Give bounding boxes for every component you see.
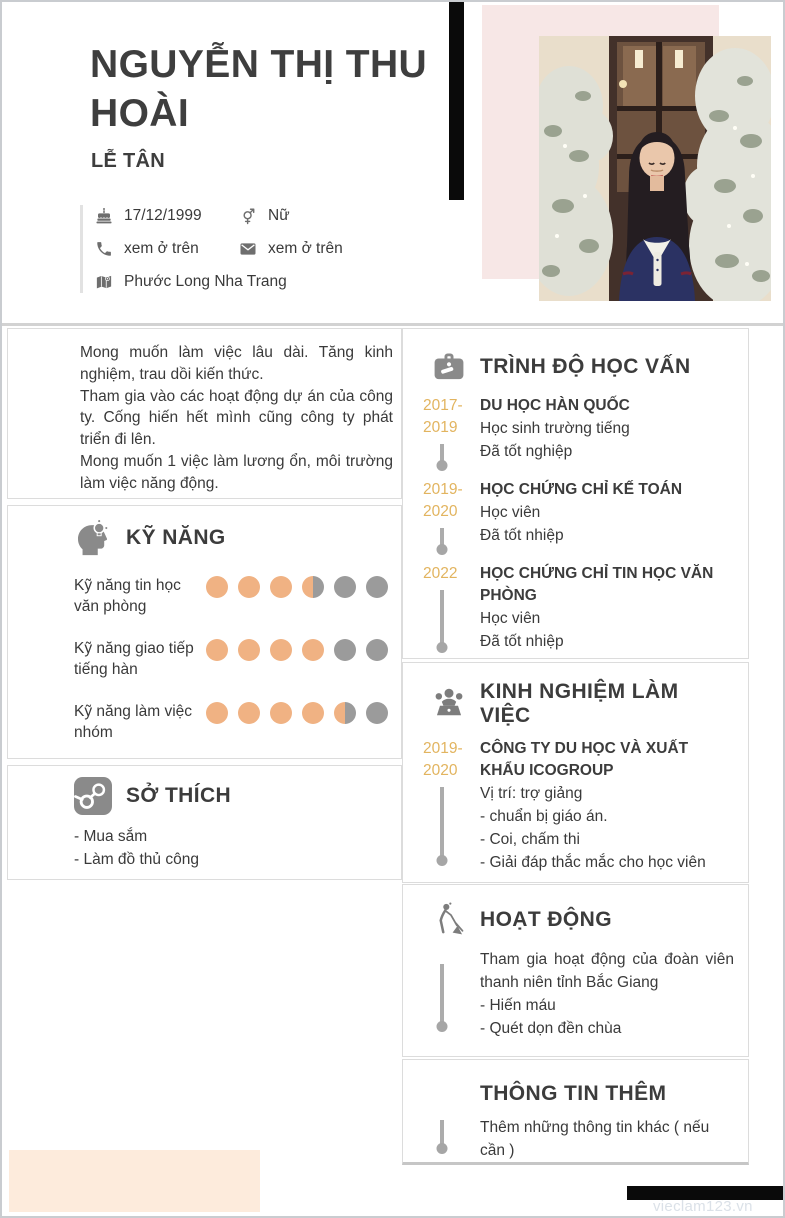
timeline [423, 948, 480, 1040]
hobbies-list [74, 826, 387, 871]
skill-row [74, 701, 387, 743]
skill-label: Kỹ năng giao tiếp tiếng hàn [74, 640, 194, 678]
timeline-line [440, 444, 444, 466]
rating-dot [238, 639, 260, 661]
entry-school: DU HỌC HÀN QUỐC [480, 397, 630, 414]
gender-field [227, 207, 290, 225]
hobbies-section [7, 765, 402, 880]
birthday-field [83, 207, 227, 225]
phone-value: xem ở trên [124, 240, 199, 257]
decor-peach-block [9, 1150, 260, 1212]
skills-section [7, 505, 402, 759]
info-row [83, 207, 423, 225]
skill-rating [206, 575, 388, 617]
address-value: Phước Long Nha Trang [124, 273, 287, 290]
skill-label: Kỹ năng làm việc nhóm [74, 703, 193, 741]
timeline [423, 395, 480, 479]
watermark: vieclam123.vn [653, 1198, 753, 1215]
entry-period: 2019- 2020 [423, 740, 463, 779]
sweeping-person-icon [431, 902, 467, 938]
entry-period: 2019- 2020 [423, 481, 463, 520]
rating-dot [302, 639, 324, 661]
entry-body [480, 1116, 734, 1162]
hobby-item: - Mua sắm [74, 828, 148, 845]
phone-field [83, 240, 227, 258]
additional-text: Thêm những thông tin khác ( nếu cần ) [480, 1119, 710, 1159]
rating-dot [334, 702, 356, 724]
timeline [423, 738, 480, 874]
rating-dot [206, 639, 228, 661]
education-entry [423, 563, 734, 661]
timeline-line [440, 964, 444, 1027]
rating-dot [238, 702, 260, 724]
skill-label: Kỹ năng tin học văn phòng [74, 577, 181, 615]
info-row [83, 273, 423, 291]
objective-paragraph: Tham gia vào các hoạt động dự án của công ty. Cống hiến hết mình cũng công ty phát triển đi lên. [80, 387, 393, 449]
person-laptop-icon [431, 686, 467, 722]
rating-dot [270, 639, 292, 661]
profile-photo [539, 36, 771, 301]
objective-paragraph: Mong muốn 1 việc làm lương ổn, môi trường làm việc năng động. [80, 452, 393, 492]
rating-dot [238, 576, 260, 598]
entry-school: HỌC CHỨNG CHỈ KẾ TOÁN [480, 481, 683, 498]
entry-body: HỌC CHỨNG CHỈ TIN HỌC VĂN PHÒNG Học viên Đã tốt nhiệp [480, 563, 734, 661]
experience-entry [423, 738, 734, 874]
rating-dot [366, 576, 388, 598]
map-pin-icon [95, 273, 113, 291]
education-entry [423, 395, 734, 479]
timeline-line [440, 787, 444, 861]
timeline-line [440, 590, 444, 648]
briefcase-icon [431, 349, 467, 385]
gender-icon [239, 207, 257, 225]
skills-head-icon [74, 519, 112, 557]
rating-dot [334, 576, 356, 598]
timeline [423, 563, 480, 661]
activities-entry [423, 948, 734, 1040]
skill-rating [206, 638, 388, 680]
education-section [402, 328, 749, 659]
email-field [227, 240, 343, 258]
entry-body: DU HỌC HÀN QUỐC Học sinh trường tiếng Đã tốt nghiệp [480, 395, 734, 479]
objective-paragraph: Mong muốn làm việc lâu dài. Tăng kinh nghiệm, trau dồi kiến thức. [80, 344, 393, 383]
timeline [423, 479, 480, 563]
skills-header [74, 519, 387, 557]
address-field [83, 273, 287, 291]
education-title: TRÌNH ĐỘ HỌC VẤN [480, 355, 691, 378]
rating-dot [302, 576, 324, 598]
experience-title: KINH NGHIỆM LÀM VIỆC [480, 680, 679, 727]
header-divider [2, 323, 785, 326]
rating-dot [302, 702, 324, 724]
additional-header [480, 1082, 734, 1106]
additional-title: THÔNG TIN THÊM [480, 1082, 667, 1105]
rating-dot [270, 702, 292, 724]
entry-body: Tham gia hoạt động của đoàn viên thanh niên tỉnh Bắc Giang - Hiến máu - Quét dọn đền chùa [480, 948, 734, 1040]
rating-dot [206, 576, 228, 598]
cake-icon [95, 207, 113, 225]
education-entry [423, 479, 734, 563]
info-row [83, 240, 423, 258]
candidate-name: NGUYỄN THỊ THU HOÀI [90, 43, 428, 136]
entry-body: CÔNG TY DU HỌC VÀ XUẤT KHẨU ICOGROUP Vị trí: trợ giảng - chuẩn bị giáo án. - Coi, chấm thi - Giải đáp thắc mắc cho học viên [480, 738, 734, 874]
entry-company: CÔNG TY DU HỌC VÀ XUẤT KHẨU ICOGROUP [480, 740, 689, 779]
hobbies-header [74, 777, 387, 815]
activities-section [402, 884, 749, 1057]
entry-school: HỌC CHỨNG CHỈ TIN HỌC VĂN PHÒNG [480, 565, 714, 604]
personal-info-block [80, 205, 423, 293]
rating-dot [206, 702, 228, 724]
mail-icon [239, 240, 257, 258]
skills-rows [74, 575, 387, 743]
skill-rating [206, 701, 388, 743]
entry-period: 2022 [423, 565, 458, 582]
additional-info-section [402, 1059, 749, 1165]
rating-dot [366, 702, 388, 724]
skill-row [74, 638, 387, 680]
timeline [423, 1116, 480, 1162]
entry-period: 2017- 2019 [423, 397, 463, 436]
objective-section [7, 328, 402, 499]
decor-black-bar-top [449, 2, 464, 200]
hobby-item: - Làm đồ thủ công [74, 850, 199, 868]
email-value: xem ở trên [268, 240, 343, 257]
job-title: LỄ TÂN [91, 150, 166, 172]
rating-dot [334, 639, 356, 661]
rating-dot [366, 639, 388, 661]
experience-section [402, 662, 749, 883]
activities-title: HOẠT ĐỘNG [480, 908, 612, 931]
education-header [431, 349, 734, 385]
phone-icon [95, 240, 113, 258]
activities-header [431, 902, 734, 938]
experience-header [431, 680, 734, 728]
hobbies-title: SỞ THÍCH [126, 784, 232, 807]
timeline-line [440, 528, 444, 550]
steam-icon [74, 777, 112, 815]
activities-paragraph: Tham gia hoạt động của đoàn viên thanh niên tỉnh Bắc Giang [480, 951, 734, 991]
gender-value: Nữ [268, 207, 290, 224]
skill-row [74, 575, 387, 617]
entry-body: HỌC CHỨNG CHỈ KẾ TOÁN Học viên Đã tốt nhiệp [480, 479, 734, 563]
skills-title: KỸ NĂNG [126, 526, 226, 549]
birthday-value: 17/12/1999 [124, 207, 202, 224]
additional-entry [423, 1116, 734, 1162]
rating-dot [270, 576, 292, 598]
timeline-line [440, 1120, 444, 1149]
